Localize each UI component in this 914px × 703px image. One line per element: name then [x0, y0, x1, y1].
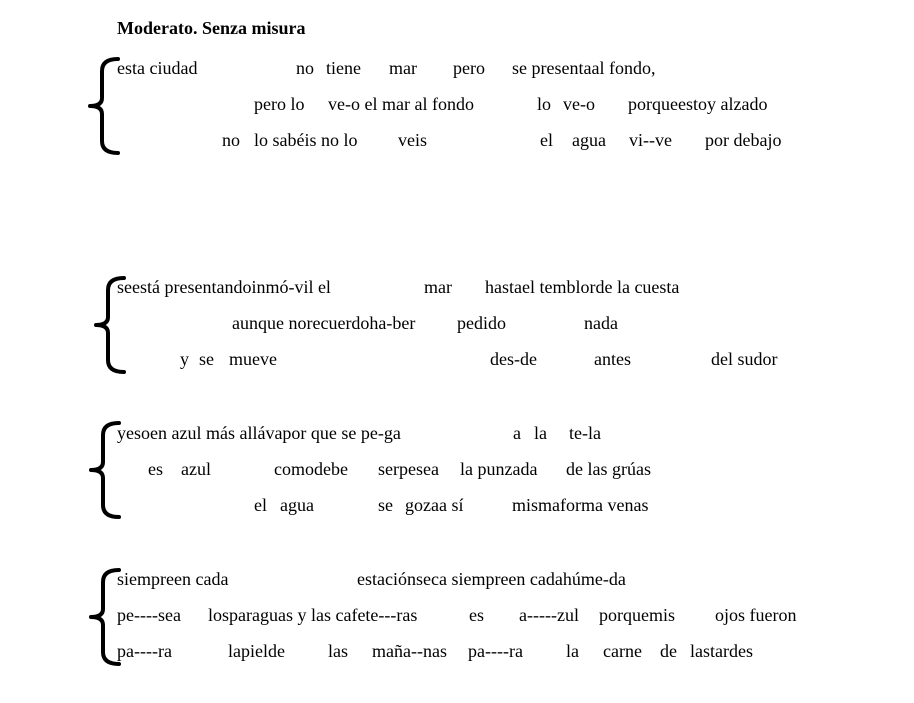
lyric-word: pa----ra [468, 641, 523, 661]
lyric-word: pe----sea [117, 605, 181, 625]
lyric-word: y [180, 349, 189, 369]
lyric-word: porqueestoy alzado [628, 94, 768, 114]
lyric-word: pedido [457, 313, 506, 333]
lyric-word: seestá presentandoinmó-vil el [117, 277, 331, 297]
lyric-word: el [540, 130, 553, 150]
lyric-word: siempreen cada [117, 569, 229, 589]
lyric-word: azul [181, 459, 211, 479]
lyric-word: se presentaal fondo, [512, 58, 656, 78]
lyric-word: lapielde [228, 641, 285, 661]
lyric-word: maña--nas [372, 641, 447, 661]
lyric-word: el [254, 495, 267, 515]
lyric-word: porquemis [599, 605, 675, 625]
lyric-word: a [513, 423, 521, 443]
lyric-word: esta ciudad [117, 58, 198, 78]
lyric-word: ve-o [563, 94, 595, 114]
lyric-word: lastardes [690, 641, 753, 661]
lyric-word: de las grúas [566, 459, 651, 479]
lyric-word: gozaa sí [405, 495, 464, 515]
lyric-word: nada [584, 313, 618, 333]
lyric-word: ojos fueron [715, 605, 797, 625]
lyric-word: yesoen azul más allávapor que se pe-ga [117, 423, 401, 443]
lyric-word: hastael temblorde la cuesta [485, 277, 680, 297]
lyric-word: ve-o el mar al fondo [328, 94, 474, 114]
tempo-heading: Moderato. Senza misura [117, 18, 306, 38]
lyric-word: es [148, 459, 163, 479]
lyric-word: aunque norecuerdoha-ber [232, 313, 416, 333]
lyric-word: lo [537, 94, 552, 114]
lyric-word: mar [424, 277, 452, 297]
lyric-word: agua [280, 495, 314, 515]
lyric-word: serpesea [378, 459, 439, 479]
lyric-word: pa----ra [117, 641, 172, 661]
lyric-word: la punzada [460, 459, 538, 479]
lyric-word: mueve [229, 349, 277, 369]
lyric-word: antes [594, 349, 631, 369]
lyric-word: vi--ve [629, 130, 672, 150]
lyric-word: la [566, 641, 579, 661]
lyric-word: losparaguas y las cafete---ras [208, 605, 418, 625]
lyric-word: pero [453, 58, 485, 78]
lyric-word: es [469, 605, 484, 625]
lyric-word: veis [398, 130, 427, 150]
lyric-word: agua [572, 130, 606, 150]
lyric-word: pero lo [254, 94, 305, 114]
lyric-word: te-la [569, 423, 601, 443]
lyric-word: no [296, 58, 314, 78]
lyric-word: carne [603, 641, 642, 661]
lyric-word: la [534, 423, 547, 443]
lyric-word: lo sabéis no lo [254, 130, 358, 150]
lyric-word: estaciónseca siempreen cadahúme-da [357, 569, 626, 589]
lyric-word: mar [389, 58, 417, 78]
lyric-word: se [378, 495, 393, 515]
lyric-word: tiene [326, 58, 361, 78]
lyric-word: por debajo [705, 130, 782, 150]
lyric-word: comodebe [274, 459, 348, 479]
lyric-word: no [222, 130, 240, 150]
lyric-word: de [660, 641, 677, 661]
lyric-word: del sudor [711, 349, 778, 369]
lyric-word: mismaforma venas [512, 495, 649, 515]
lyric-word: des-de [490, 349, 537, 369]
lyric-word: a-----zul [519, 605, 579, 625]
lyric-word: se [199, 349, 214, 369]
lyric-word: las [328, 641, 348, 661]
